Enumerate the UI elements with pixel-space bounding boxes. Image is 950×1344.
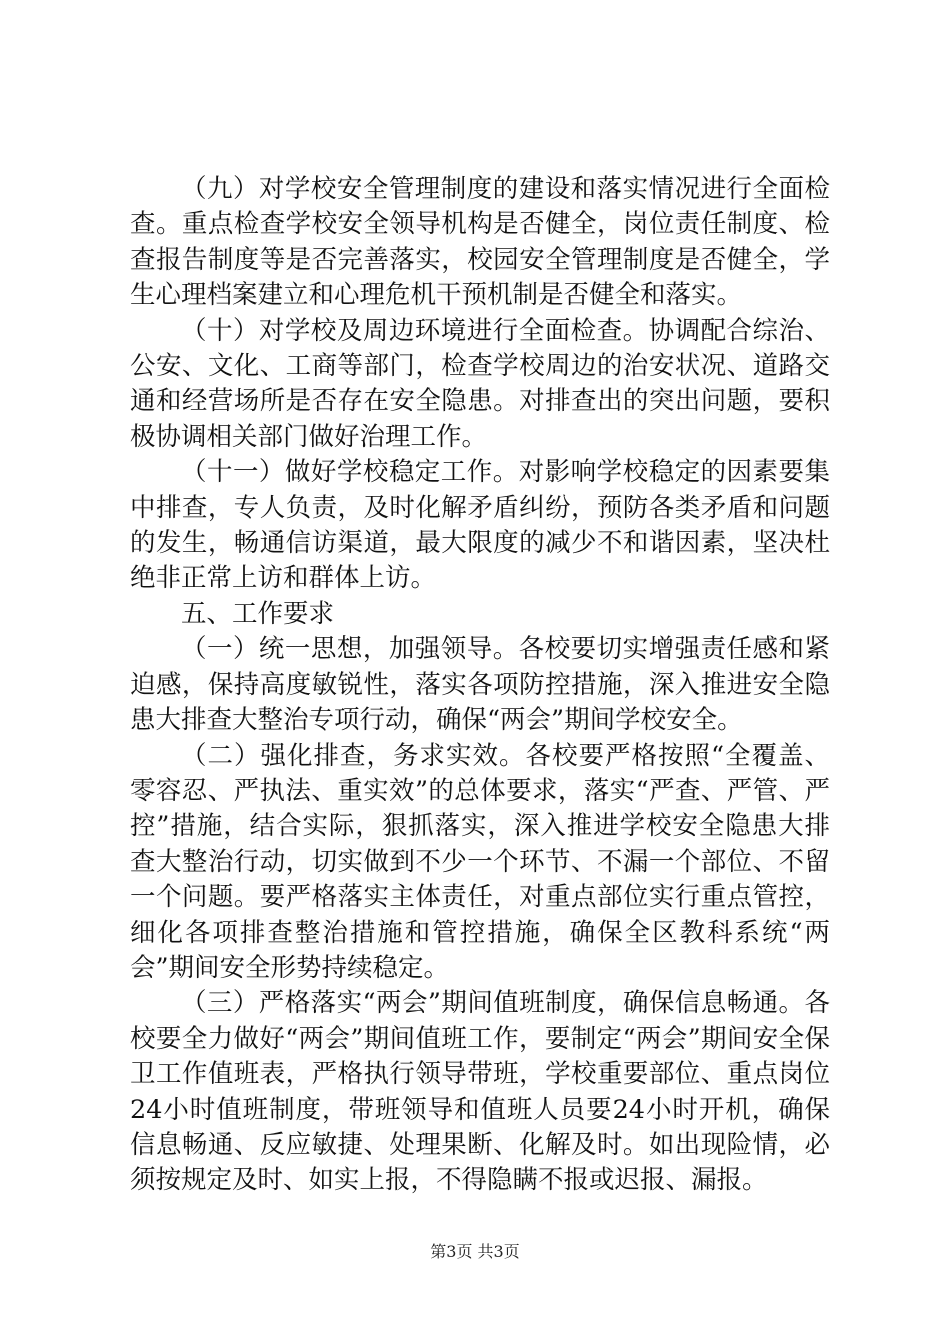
document-body bbox=[130, 172, 830, 1199]
section-heading-work-requirements: 五、工作要求 bbox=[181, 598, 335, 629]
paragraph-item-11: （十一）做好学校稳定工作。对影响学校稳定的因素要集中排查，专人负责，及时化解矛盾纠纷，预防各类矛盾和问题的发生，畅通信访渠道，最大限度的减少不和谐因素，坚决杜绝非正常上访和群体上访。 bbox=[130, 457, 830, 594]
paragraph-requirement-3: （三）严格落实“两会”期间值班制度，确保信息畅通。各校要全力做好“两会”期间值班工作，要制定“两会”期间安全保卫工作值班表，严格执行领导带班，学校重要部位、重点岗位24小时值班制度，带班领导和值班人员要24小时开机，确保信息畅通、反应敏捷、处理果断、化解及时。如出现险情，必须按规定及时、如实上报，不得隐瞒不报或迟报、漏报。 bbox=[130, 988, 830, 1196]
paragraph-item-10: （十）对学校及周边环境进行全面检查。协调配合综治、公安、文化、工商等部门，检查学校周边的治安状况、道路交通和经营场所是否存在安全隐患。对排查出的突出问题，要积极协调相关部门做好治理工作。 bbox=[130, 315, 830, 452]
paragraph-item-9: （九）对学校安全管理制度的建设和落实情况进行全面检查。重点检查学校安全领导机构是否健全，岗位责任制度、检查报告制度等是否完善落实，校园安全管理制度是否健全，学生心理档案建立和心理危机干预机制是否健全和落实。 bbox=[130, 174, 830, 311]
page-footer: 第3页 共3页 bbox=[430, 1242, 520, 1261]
paragraph-requirement-1: （一）统一思想，加强领导。各校要切实增强责任感和紧迫感，保持高度敏锐性，落实各项防控措施，深入推进安全隐患大排查大整治专项行动，确保“两会”期间学校安全。 bbox=[130, 634, 830, 736]
paragraph-requirement-2: （二）强化排查，务求实效。各校要严格按照“全覆盖、零容忍、严执法、重实效”的总体要求，落实“严查、严管、严控”措施，结合实际，狠抓落实，深入推进学校安全隐患大排查大整治行动，切实做到不少一个环节、不漏一个部位、不留一个问题。要严格落实主体责任，对重点部位实行重点管控，细化各项排查整治措施和管控措施，确保全区教科系统“两会”期间安全形势持续稳定。 bbox=[130, 740, 830, 983]
